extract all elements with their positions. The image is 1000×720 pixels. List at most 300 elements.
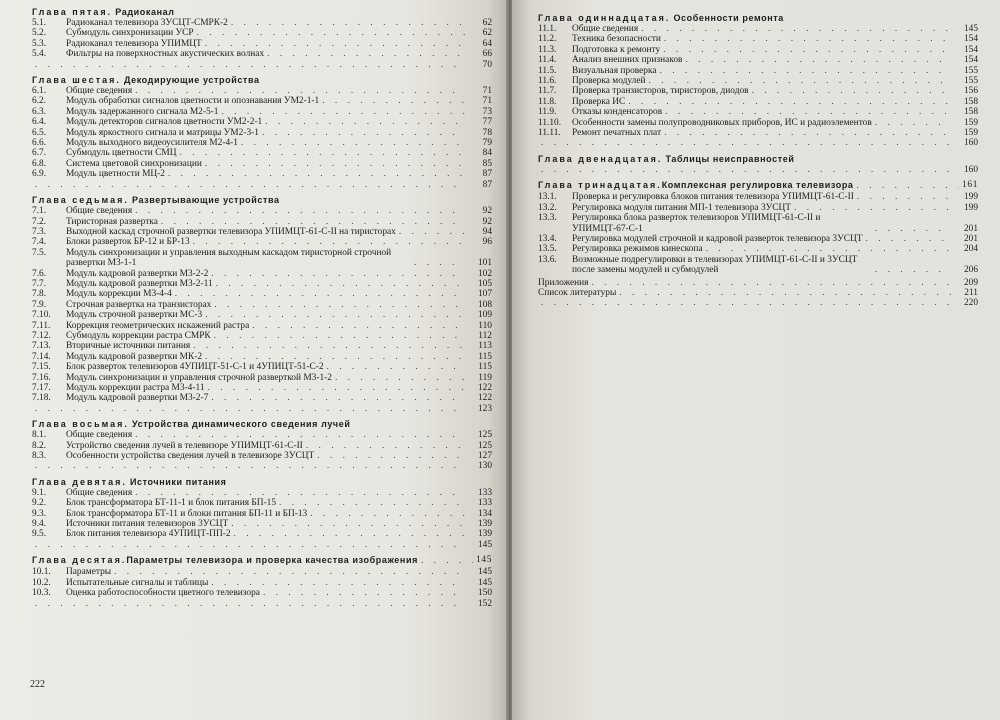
section-title: Модуль синхронизации и управления выходным каскадом тиристорной строчной развертки М3-1-1 — [66, 247, 392, 269]
section-title: Радиоканал телевизора УПИМЦТ — [66, 38, 202, 49]
section-title: Список литературы — [538, 287, 617, 298]
toc-entry[interactable] — [32, 28, 492, 38]
toc-entry[interactable] — [32, 217, 492, 227]
page-ref: 113 — [478, 341, 492, 352]
toc-end-page[interactable] — [538, 298, 978, 308]
section-title: Модуль выходного видеоусилителя М2-4-1 — [66, 138, 238, 149]
page-ref: 154 — [963, 34, 978, 45]
toc-entry[interactable] — [32, 488, 492, 498]
toc-list — [538, 24, 978, 149]
section-number: 7.1. — [32, 206, 47, 217]
leader-dots — [591, 278, 951, 288]
toc-list — [32, 430, 492, 472]
section-title: Отказы конденсаторов — [572, 107, 663, 118]
toc-entry[interactable] — [32, 509, 492, 519]
page-ref: 139 — [477, 529, 492, 540]
toc-chapter-block — [32, 75, 492, 190]
page-ref: 158 — [963, 96, 978, 107]
page-ref: 125 — [477, 440, 492, 451]
leader-dots — [205, 352, 465, 362]
toc-entry[interactable] — [32, 321, 492, 331]
leader-dots — [857, 180, 960, 192]
section-number: 8.3. — [32, 451, 47, 462]
section-number: 5.1. — [32, 18, 47, 28]
toc-entry[interactable] — [32, 227, 492, 237]
page-ref: 108 — [477, 299, 492, 310]
toc-entry[interactable] — [538, 203, 978, 213]
page-ref: 159 — [963, 128, 978, 139]
chapter-heading — [32, 419, 492, 430]
section-number: 7.14. — [32, 351, 51, 362]
section-number: 8.2. — [32, 440, 47, 451]
leader-dots — [35, 404, 465, 414]
leader-dots — [193, 341, 465, 351]
page-ref: 87 — [482, 179, 492, 190]
section-title: Модуль кадровой развертки МК-2 — [66, 351, 203, 362]
toc-entry[interactable] — [538, 244, 978, 254]
section-title: Анализ внешних признаков — [572, 55, 683, 66]
page-ref: 209 — [963, 277, 978, 288]
section-title: Система цветовой синхронизации — [66, 158, 202, 169]
chapter-number: Глава одиннадцатая. — [538, 13, 671, 23]
toc-entry[interactable] — [538, 24, 978, 34]
section-title: Модуль кадровой развертки М3-2-2 — [66, 268, 209, 279]
leader-dots — [685, 55, 951, 65]
section-number: 13.5. — [538, 244, 557, 255]
section-number: 13.3. — [538, 213, 557, 224]
chapter-page: 161 — [962, 180, 978, 191]
page-ref: 139 — [477, 519, 492, 530]
section-number: 7.2. — [32, 216, 47, 227]
section-number: 5.2. — [32, 28, 47, 39]
leader-dots — [168, 169, 465, 179]
page-ref: 145 — [963, 24, 978, 34]
toc-end-page[interactable] — [32, 180, 492, 190]
right-page — [512, 0, 1000, 720]
leader-dots — [541, 298, 951, 308]
section-number: 7.6. — [32, 268, 47, 279]
leader-dots — [205, 39, 465, 49]
section-number: 9.2. — [32, 498, 47, 509]
section-number: 11.4. — [538, 55, 557, 66]
toc-entry[interactable] — [32, 578, 492, 588]
page-ref: 160 — [963, 138, 978, 149]
page-ref: 79 — [482, 138, 492, 149]
toc-entry[interactable] — [32, 269, 492, 279]
leader-dots — [262, 128, 465, 138]
section-title: Модуль детекторов сигналов цветности УМ2-2-1 — [66, 117, 263, 128]
page-ref: 119 — [478, 372, 492, 383]
toc-entry[interactable] — [32, 300, 492, 310]
leader-dots — [252, 321, 465, 331]
toc-chapter-block — [538, 154, 978, 175]
toc-entry[interactable] — [538, 255, 978, 276]
section-title: Модуль кадровой развертки М3-2-11 — [66, 278, 213, 289]
leader-dots — [267, 49, 465, 59]
toc-entry[interactable] — [32, 279, 492, 289]
chapter-heading — [538, 180, 978, 192]
leader-dots — [660, 66, 951, 76]
section-title: Тиристорная развертка — [66, 216, 158, 227]
section-number: 11.1. — [538, 24, 557, 34]
toc-entry[interactable] — [32, 96, 492, 106]
section-number: 7.13. — [32, 341, 51, 352]
page-ref: 122 — [477, 383, 492, 393]
toc-entry[interactable] — [538, 107, 978, 117]
chapter-title: Параметры телевизора и проверка качества изображения — [126, 555, 418, 566]
section-number: 10.3. — [32, 588, 51, 599]
section-title: Блоки разверток БР-12 и БР-13 — [66, 237, 190, 248]
page-ref: 159 — [963, 117, 978, 128]
page-ref: 87 — [482, 169, 492, 180]
section-title: Модуль цветности МЦ-2 — [66, 169, 165, 180]
section-number: 5.4. — [32, 49, 47, 60]
toc-entry[interactable] — [32, 128, 492, 138]
page-ref: 62 — [482, 18, 492, 28]
toc-entry[interactable] — [538, 55, 978, 65]
section-title: Модуль задержанного сигнала М2-5-1 — [66, 106, 219, 117]
page-ref: 101 — [477, 258, 492, 269]
chapter-number: Глава шестая. — [32, 75, 121, 86]
leader-dots — [866, 234, 951, 244]
toc-entry[interactable] — [538, 45, 978, 55]
toc-entry[interactable] — [32, 373, 492, 383]
page-ref: 84 — [482, 148, 492, 159]
toc-entry[interactable] — [32, 393, 492, 403]
leader-dots — [241, 138, 465, 148]
page-ref: 66 — [482, 49, 492, 60]
section-title: Блок разверток телевизоров 4УПИЦТ-51-С-1 и 4УПИЦТ-51-С-2 — [66, 362, 324, 373]
page-ref: 110 — [478, 320, 492, 331]
chapter-number: Глава двенадцатая. — [538, 153, 663, 164]
page-ref: 206 — [963, 265, 978, 276]
toc-entry[interactable] — [32, 138, 492, 148]
leader-dots — [231, 18, 465, 28]
section-number: 11.3. — [538, 44, 557, 55]
toc-entry[interactable] — [32, 341, 492, 351]
leader-dots — [135, 86, 465, 96]
page-ref: 96 — [482, 237, 492, 248]
section-title: Возможные подрегулировки в телевизорах УПИМЦТ-61-С-II и 3УСЦТ после замены модулей и субмодулей — [572, 254, 858, 276]
leader-dots — [216, 279, 465, 289]
toc-entry[interactable] — [32, 169, 492, 179]
toc-entry[interactable] — [32, 310, 492, 320]
chapter-number: Глава пятая. — [32, 7, 113, 17]
page-ref: 220 — [963, 298, 978, 309]
page-ref: 158 — [963, 107, 978, 118]
page-ref: 154 — [963, 44, 978, 55]
page-ref: 133 — [477, 498, 492, 509]
leader-dots — [161, 217, 465, 227]
leader-dots — [35, 599, 465, 609]
toc-entry[interactable] — [32, 451, 492, 461]
page-ref: 85 — [482, 158, 492, 169]
chapter-number: Глава седьмая. — [32, 195, 129, 206]
chapter-heading — [538, 13, 978, 24]
leader-dots — [875, 265, 951, 275]
page-ref: 211 — [964, 287, 978, 298]
section-title: Модуль обработки сигналов цветности и опознавания УМ2-1-1 — [66, 96, 320, 107]
section-title: Субмодуль синхронизации УСР — [66, 28, 194, 39]
toc-entry[interactable] — [32, 362, 492, 372]
page-ref: 127 — [477, 451, 492, 462]
leader-dots — [619, 288, 951, 298]
leader-dots — [221, 107, 465, 117]
page-ref: 77 — [482, 117, 492, 128]
toc-entry[interactable] — [32, 117, 492, 127]
leader-dots — [399, 227, 465, 237]
leader-dots — [875, 224, 951, 234]
section-number: 9.3. — [32, 508, 47, 519]
leader-dots — [665, 107, 951, 117]
page-ref: 150 — [477, 588, 492, 599]
toc-end-page[interactable] — [538, 138, 978, 148]
leader-dots — [135, 430, 465, 440]
page-ref: 145 — [477, 539, 492, 550]
left-table-of-contents — [32, 7, 492, 609]
chapter-heading — [32, 477, 492, 488]
page-ref: 70 — [482, 59, 492, 70]
section-number: 11.6. — [538, 76, 557, 87]
section-title: Блок трансформатора БТ-11-1 и блок питания БП-15 — [66, 498, 277, 509]
toc-list — [32, 488, 492, 550]
toc-entry[interactable] — [538, 118, 978, 128]
page-ref: 112 — [478, 330, 492, 341]
toc-entry[interactable] — [32, 159, 492, 169]
toc-entry[interactable] — [32, 331, 492, 341]
page-ref: 152 — [477, 598, 492, 609]
toc-entry[interactable] — [32, 18, 492, 28]
section-title: Проверка модулей — [572, 76, 646, 87]
section-title: Регулировка режимов кинескопа — [572, 244, 703, 255]
toc-end-page[interactable] — [32, 461, 492, 471]
section-number: 11.2. — [538, 34, 557, 45]
leader-dots — [335, 373, 465, 383]
toc-entry[interactable] — [32, 39, 492, 49]
leader-dots — [35, 540, 465, 550]
section-number: 7.8. — [32, 289, 47, 300]
toc-entry[interactable] — [32, 49, 492, 59]
section-number: 7.18. — [32, 393, 51, 404]
section-title: Блок трансформатора БТ-11 и блоки питания БП-11 и БП-13 — [66, 508, 308, 519]
toc-list — [32, 567, 492, 609]
section-number: 6.2. — [32, 96, 47, 107]
toc-end-page[interactable] — [32, 599, 492, 609]
section-title: Проверка транзисторов, тиристоров, диодов — [572, 86, 749, 97]
section-number: 7.4. — [32, 237, 47, 248]
toc-entry[interactable] — [538, 128, 978, 138]
section-number: 9.4. — [32, 519, 47, 530]
section-title: Субмодуль коррекции растра СМРК — [66, 330, 211, 341]
page-number: 222 — [30, 679, 45, 690]
section-number: 7.12. — [32, 330, 51, 341]
chapter-title: Развертывающие устройства — [131, 195, 280, 206]
toc-entry[interactable] — [32, 519, 492, 529]
section-number: 7.11. — [32, 320, 51, 331]
section-number: 13.1. — [538, 192, 557, 203]
page-ref: 94 — [482, 226, 492, 237]
toc-end-page[interactable] — [32, 540, 492, 550]
toc-entry[interactable] — [32, 148, 492, 158]
chapter-title: Особенности ремонта — [673, 13, 784, 23]
toc-entry[interactable] — [538, 192, 978, 202]
section-number: 6.1. — [32, 86, 47, 97]
chapter-number: Глава девятая. — [32, 476, 127, 487]
toc-chapter-block — [32, 7, 492, 70]
page-ref: 125 — [477, 430, 492, 441]
page-ref: 155 — [963, 65, 978, 76]
toc-entry[interactable] — [538, 66, 978, 76]
page-ref: 109 — [477, 310, 492, 321]
leader-dots — [752, 86, 951, 96]
section-number: 7.17. — [32, 383, 51, 393]
leader-dots — [322, 96, 465, 106]
section-title: Общие сведения — [66, 487, 133, 498]
chapter-title: Комплексная регулировка телевизора — [661, 180, 854, 191]
section-number: 7.16. — [32, 372, 51, 383]
section-title: Ремонт печатных плат — [572, 128, 662, 139]
toc-entry[interactable] — [32, 430, 492, 440]
leader-dots — [231, 519, 465, 529]
section-title: Регулировка блока разверток телевизоров УПИМЦТ-61-С-II и УПИМЦТ-67-С-1 — [572, 213, 821, 234]
chapter-heading — [32, 75, 492, 86]
section-number: 11.11. — [538, 128, 561, 139]
section-number: 7.15. — [32, 362, 51, 373]
toc-entry[interactable] — [32, 86, 492, 96]
leader-dots — [706, 244, 951, 254]
leader-dots — [279, 498, 465, 508]
page-ref: 92 — [482, 206, 492, 217]
page-ref: 154 — [963, 55, 978, 66]
section-title: Подготовка к ремонту — [572, 44, 661, 55]
page-ref: 204 — [963, 244, 978, 255]
chapter-title: Источники питания — [129, 476, 227, 487]
toc-entry[interactable] — [538, 213, 978, 234]
toc-entry[interactable] — [538, 234, 978, 244]
toc-entry[interactable] — [32, 107, 492, 117]
section-title: Испытательные сигналы и таблицы — [66, 577, 209, 588]
section-title: Приложения — [538, 277, 589, 288]
leader-dots — [35, 60, 465, 70]
leader-dots — [664, 34, 951, 44]
toc-entry[interactable] — [32, 441, 492, 451]
section-title: Фильтры на поверхностных акустических волнах — [66, 49, 265, 60]
section-title: Техника безопасности — [572, 34, 661, 45]
toc-entry[interactable] — [538, 34, 978, 44]
leader-dots — [327, 362, 465, 372]
section-number: 10.1. — [32, 567, 51, 578]
leader-dots — [541, 138, 951, 148]
page-ref: 156 — [963, 86, 978, 97]
toc-entry[interactable] — [32, 588, 492, 598]
toc-entry[interactable] — [538, 76, 978, 86]
page-ref: 133 — [477, 487, 492, 498]
section-number: 7.5. — [32, 247, 47, 258]
toc-end-page[interactable] — [538, 278, 978, 288]
section-number: 13.4. — [538, 233, 557, 244]
page-ref: 92 — [482, 216, 492, 227]
toc-entry[interactable] — [32, 248, 492, 269]
leader-dots — [211, 269, 465, 279]
toc-entry[interactable] — [32, 206, 492, 216]
page-ref: 62 — [482, 28, 492, 39]
section-title: Общие сведения — [572, 24, 639, 34]
toc-end-page[interactable] — [538, 165, 978, 175]
page-ref: 71 — [482, 96, 492, 107]
leader-dots — [193, 237, 465, 247]
section-title: Модуль коррекции М3-4-4 — [66, 289, 172, 300]
chapter-number: Глава десятая. — [32, 555, 127, 566]
leader-dots — [197, 28, 465, 38]
page-ref: 102 — [477, 268, 492, 279]
section-number: 13.6. — [538, 254, 557, 265]
page-ref: 115 — [478, 351, 492, 362]
leader-dots — [211, 393, 465, 403]
section-title: Коррекция геометрических искажений растра — [66, 320, 250, 331]
page-ref: 199 — [963, 192, 978, 203]
toc-entry[interactable] — [538, 86, 978, 96]
section-number: 7.7. — [32, 278, 47, 289]
leader-dots — [310, 509, 465, 519]
leader-dots — [234, 529, 465, 539]
leader-dots — [265, 117, 465, 127]
leader-dots — [317, 451, 465, 461]
chapter-page: 145 — [476, 555, 492, 566]
right-table-of-contents — [538, 13, 978, 309]
leader-dots — [421, 555, 473, 567]
section-title: Регулировка модуля питания МП-1 телевизора 3УСЦТ — [572, 202, 792, 213]
toc-end-page[interactable] — [32, 60, 492, 70]
leader-dots — [180, 148, 465, 158]
section-title: Модуль коррекции растра М3-4-11 — [66, 383, 205, 393]
leader-dots — [35, 461, 465, 471]
chapter-heading — [32, 195, 492, 206]
leader-dots — [35, 180, 465, 190]
toc-entry[interactable] — [32, 352, 492, 362]
toc-chapter-block — [32, 477, 492, 550]
toc-entry[interactable] — [32, 498, 492, 508]
toc-entry[interactable] — [32, 289, 492, 299]
section-title: Вторичные источники питания — [66, 341, 191, 352]
section-title: Визуальная проверка — [572, 65, 657, 76]
toc-entry[interactable] — [32, 237, 492, 247]
section-title: Субмодуль цветности СМЦ — [66, 148, 177, 159]
section-number: 5.3. — [32, 38, 47, 49]
section-title: Блок питания телевизора 4УПИЦТ-ПП-2 — [66, 529, 231, 540]
page-ref: 145 — [477, 577, 492, 588]
toc-entry[interactable] — [32, 529, 492, 539]
section-title: Общие сведения — [66, 206, 133, 217]
leader-dots — [214, 300, 465, 310]
toc-entry[interactable] — [538, 97, 978, 107]
section-number: 11.9. — [538, 107, 557, 118]
toc-entry[interactable] — [32, 567, 492, 577]
toc-entry[interactable] — [32, 383, 492, 393]
toc-end-page[interactable] — [538, 288, 978, 298]
page-ref: 107 — [477, 289, 492, 300]
toc-end-page[interactable] — [32, 404, 492, 414]
leader-dots — [664, 128, 951, 138]
page-ref: 145 — [477, 567, 492, 578]
section-number: 13.2. — [538, 202, 557, 213]
section-title: Строчная развертка на транзисторах — [66, 299, 212, 310]
leader-dots — [794, 203, 951, 213]
leader-dots — [649, 76, 951, 86]
section-number: 9.5. — [32, 529, 47, 540]
section-title: Регулировка модулей строчной и кадровой разверток телевизора 3УСЦТ — [572, 233, 863, 244]
page-ref: 160 — [963, 164, 978, 175]
section-number: 6.5. — [32, 127, 47, 138]
